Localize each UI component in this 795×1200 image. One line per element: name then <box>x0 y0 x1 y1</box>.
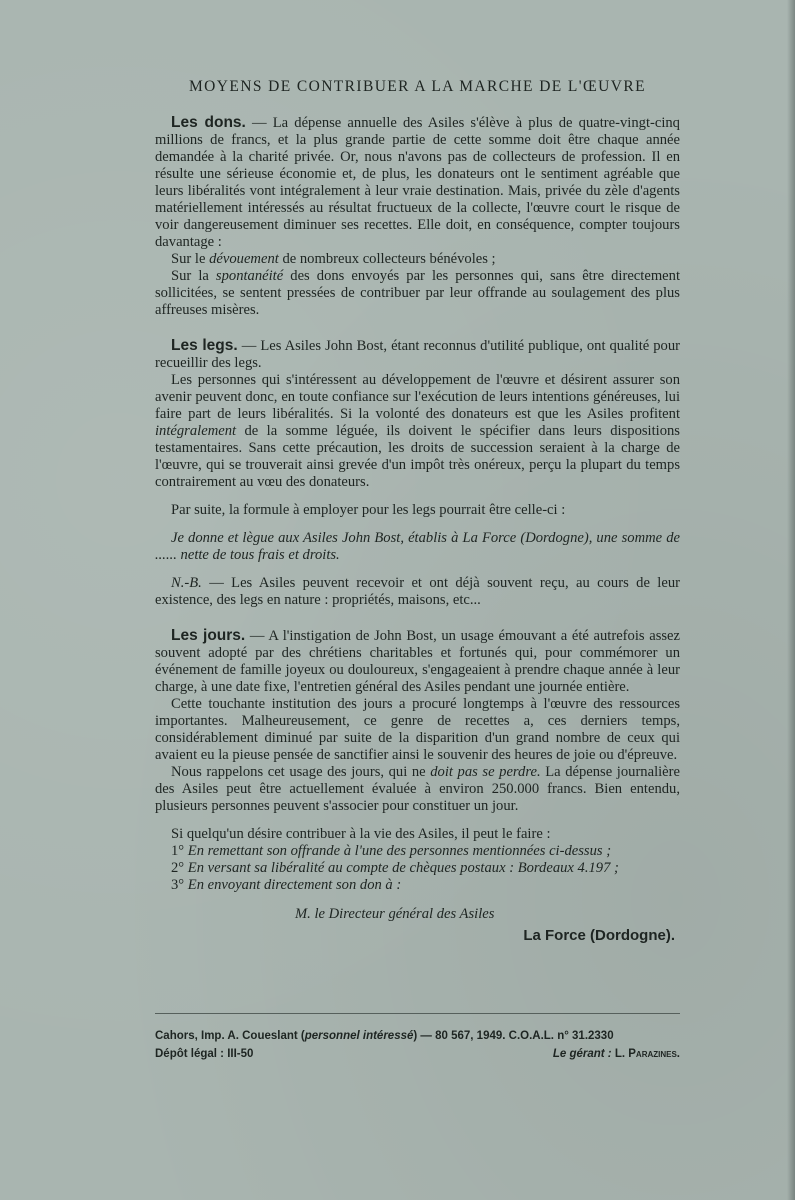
jours-text-3a: Nous rappelons cet usage des jours, qui ne <box>171 764 431 780</box>
printer-text-a: Cahors, Imp. A. Coueslant ( <box>155 1030 305 1042</box>
legs-nb-label: N.-B. <box>171 575 202 591</box>
section-contribuer <box>155 826 680 944</box>
page-content <box>155 78 680 944</box>
contribute-intro: Si quelqu'un désire contribuer à la vie des Asiles, il peut le faire : <box>171 826 551 842</box>
legs-paragraph-1 <box>155 337 680 372</box>
legs-text-2a: Les personnes qui s'intéressent au développement de l'œuvre et désirent assurer son avenir peuvent donc, en toute confiance sur l'exécution de leurs intentions généreuses, lui faire part de leurs libéralités. Si la volonté des donateurs est que les Asiles profitent <box>155 372 680 422</box>
item-1-text: En remettant son offrande à l'une des personnes mentionnées ci-dessus ; <box>187 843 612 859</box>
jours-text-1: — A l'instigation de John Bost, un usage émouvant a été autrefois assez souvent adopté par des chrétiens charitables et fortunés qui, pour commémorer un événement de famille joyeux ou douloureux, s'engageaient à prendre chaque année à leur charge, à une date fixe, l'entretien général des Asiles pendant une journée entière. <box>155 628 681 695</box>
legs-formule <box>155 530 680 564</box>
legs-text-1: — Les Asiles John Bost, étant reconnus d'utilité publique, ont qualité pour recueillir des legs. <box>155 338 680 371</box>
section-dons <box>155 114 680 319</box>
jours-paragraph-2: Cette touchante institution des jours a procuré longtemps à l'œuvre des ressources importantes. Malheureusement, ce genre de recettes a, ces derniers temps, considérablement diminué par suite de la disparition d'un grand nombre de ceux qui avaient eu la pieuse pensée de sanctifier ainsi le souvenir des heures de joie ou d'épreuve. <box>155 696 680 763</box>
page-edge-shadow <box>787 0 795 1200</box>
section-jours <box>155 627 680 815</box>
footer-divider <box>155 1013 680 1014</box>
dons-heading: Les dons. <box>171 114 246 131</box>
item-1-number: 1° <box>171 843 185 859</box>
gerant-label: Le gérant : <box>552 1048 615 1060</box>
dons-text-2a: Sur le <box>171 251 210 267</box>
jours-paragraph-3 <box>155 764 680 815</box>
dons-paragraph-1 <box>155 114 680 251</box>
dons-text-3b: spontanéité <box>215 268 284 284</box>
contribute-item-2 <box>155 860 680 877</box>
contribute-item-1 <box>155 843 680 860</box>
footer-row-legal <box>155 1045 680 1063</box>
dons-paragraph-3 <box>155 268 680 319</box>
legs-formule-text: Je donne et lègue aux Asiles John Bost, établis à La Force (Dordogne), une somme de ...... nette de tous frais et droits. <box>155 530 680 563</box>
legs-formule-intro: Par suite, la formule à employer pour les legs pourrait être celle-ci : <box>171 502 566 518</box>
dons-paragraph-2 <box>155 251 680 268</box>
dons-text-2c: de nombreux collecteurs bénévoles ; <box>278 251 496 267</box>
printer-text-b: personnel intéressé <box>304 1030 414 1042</box>
legs-heading: Les legs. <box>171 337 238 354</box>
section-legs <box>155 337 680 609</box>
dons-text-3c: des dons envoyés par les personnes qui, sans être directement sollicitées, se sentent pressées de contribuer par leur offrande au soulagement des plus affreuses misères. <box>155 268 680 318</box>
contribute-item-3 <box>155 877 680 894</box>
jours-heading: Les jours. <box>171 627 246 644</box>
page-title: MOYENS DE CONTRIBUER A LA MARCHE DE L'ŒUVRE <box>189 78 646 95</box>
jours-paragraph-1 <box>155 627 680 696</box>
depot-legal: Dépôt légal : III-50 <box>155 1048 254 1060</box>
item-3-text: En envoyant directement son don à : <box>187 877 402 893</box>
dons-text-3a: Sur la <box>171 268 216 284</box>
printer-text-c: ) — 80 567, 1949. C.O.A.L. n° 31.2330 <box>413 1030 614 1042</box>
printer-line <box>155 1027 614 1045</box>
item-3-number: 3° <box>171 877 185 893</box>
imprint-footer <box>155 1027 680 1063</box>
recipient-name: M. le Directeur général des Asiles <box>295 906 495 922</box>
footer-row-printer <box>155 1027 680 1045</box>
item-2-number: 2° <box>171 860 185 876</box>
legs-text-2c: de la somme léguée, ils doivent le spécifier dans leurs dispositions testamentaires. Sans cette précaution, les droits de succession seraient à la charge de l'œuvre, qui se trouverait ainsi grevée d'un impôt très onéreux, perçu la plupart du temps contrairement au vœu des donateurs. <box>155 423 680 490</box>
contribute-list <box>155 843 680 894</box>
legs-paragraph-2 <box>155 372 680 491</box>
jours-text-3c: La dépense journalière des Asiles peut être actuellement évaluée à environ 250.000 francs. Bien entendu, plusieurs personnes peuvent s'associer pour constituer un jour. <box>155 764 680 814</box>
gerant-name: L. Parazines. <box>614 1048 680 1060</box>
legs-text-2b: intégralement <box>155 423 237 439</box>
dons-text-1: — La dépense annuelle des Asiles s'élève à plus de quatre-vingt-cinq millions de francs, et la plus grande partie de cette somme doit être chaque année demandée à la charité privée. Or, nous n'avons pas de collecteurs de profession. Il en résulte une sérieuse économie et, de plus, les donateurs ont le sentiment agréable que leurs libéralités vont intégralement à leur vraie destination. Mais, privée du zèle d'agents matériellement intéressés au résultat fructueux de la collecte, l'œuvre court le risque de voir dangereusement diminuer ses recettes. Elle doit, en conséquence, compter toujours davantage : <box>155 115 680 250</box>
gerant <box>553 1045 680 1063</box>
recipient-address: La Force (Dordogne). <box>523 927 675 944</box>
jours-text-3b: doit pas se perdre. <box>430 764 541 780</box>
dons-text-2b: dévouement <box>209 251 279 267</box>
legs-nb <box>155 575 680 609</box>
item-2-text: En versant sa libéralité au compte de chèques postaux : Bordeaux 4.197 ; <box>187 860 619 876</box>
legs-nb-text: — Les Asiles peuvent recevoir et ont déjà souvent reçu, au cours de leur existence, des legs en nature : propriétés, maisons, etc... <box>155 575 680 608</box>
